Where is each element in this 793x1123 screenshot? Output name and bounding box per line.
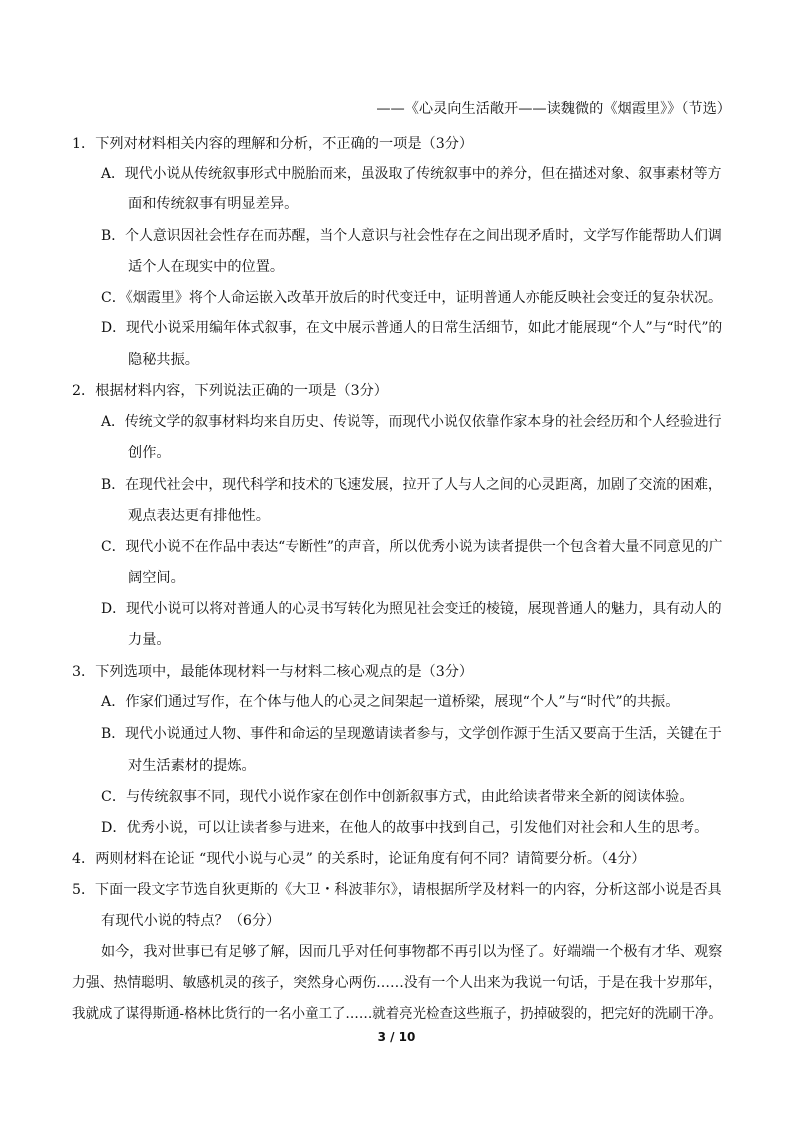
- text-line-q2-b-1: B．在现代社会中，现代科学和技术的飞速发展，拉开了人与人之间的心灵距离，加剧了交流的困难，: [101, 477, 722, 493]
- text-line-q1-d-1: D．现代小说采用编年体式叙事，在文中展示普通人的日常生活细节，如此才能展现“个人”与“时代”的: [101, 320, 723, 336]
- text-line-q3-a-1: A．作家们通过写作，在个体与他人的心灵之间架起一道桥梁，展现“个人”与“时代”的共振。: [101, 694, 680, 710]
- text-line-q1-b-1: B．个人意识因社会性存在而苏醒，当个人意识与社会性存在之间出现矛盾时，文学写作能帮助人们调: [101, 228, 722, 244]
- text-line-q3-b-2: 对生活素材的提炼。: [128, 758, 256, 774]
- source-attribution: ——《心灵向生活敞开——读魏微的《烟霞里》》（节选）: [376, 101, 731, 117]
- text-line-q2-c-1: C．现代小说不在作品中表达“专断性”的声音，所以优秀小说为读者提供一个包含着大量不同意见的广: [101, 539, 723, 555]
- text-line-q3-c-1: C．与传统叙事不同，现代小说作家在创作中创新叙事方式，由此给读者带来全新的阅读体验。: [101, 789, 694, 805]
- text-line-passage-3: 我就成了谋得斯通-格林比货行的一名小童工了……就着亮光检查这些瓶子，扔掉破裂的，把完好的洗刷干净。: [72, 1006, 722, 1022]
- text-line-q5-stem-2: 有现代小说的特点？（6分）: [101, 913, 281, 929]
- text-line-q4-stem: 4．两则材料在论证 “现代小说与心灵” 的关系时，论证角度有何不同？请简要分析。（4分）: [72, 851, 646, 867]
- text-line-q1-stem: 1．下列对材料相关内容的理解和分析，不正确的一项是（3分）: [72, 136, 474, 152]
- text-line-passage-2: 力强、热情聪明、敏感机灵的孩子，突然身心两伤……没有一个人出来为我说一句话，于是在我十岁那年，: [72, 975, 722, 991]
- text-line-q2-a-2: 创作。: [128, 445, 171, 461]
- text-line-q2-c-2: 阔空间。: [128, 570, 185, 586]
- text-line-q3-d-1: D．优秀小说，可以让读者参与进来，在他人的故事中找到自己，引发他们对社会和人生的思考。: [101, 820, 709, 836]
- text-line-q2-stem: 2．根据材料内容，下列说法正确的一项是（3分）: [72, 383, 388, 399]
- text-line-q1-c-1: C．《烟霞里》将个人命运嵌入改革开放后的时代变迁中，证明普通人亦能反映社会变迁的复杂状况。: [101, 290, 723, 306]
- text-line-q2-d-2: 力量。: [128, 632, 171, 648]
- page-number: 3 / 10: [377, 1030, 416, 1044]
- text-line-q1-d-2: 隐秘共振。: [128, 352, 199, 368]
- text-line-q2-b-2: 观点表达更有排他性。: [128, 508, 270, 524]
- text-line-q2-a-1: A．传统文学的叙事材料均来自历史、传说等，而现代小说仅依靠作家本身的社会经历和个人经验进行: [101, 414, 722, 430]
- text-line-passage-1: 如今，我对世事已有足够了解，因而几乎对任何事物都不再引以为怪了。好端端一个极有才华、观察: [101, 944, 723, 960]
- text-line-q3-stem: 3．下列选项中，最能体现材料一与材料二核心观点的是（3分）: [72, 664, 474, 680]
- text-line-q1-a-2: 面和传统叙事有明显差异。: [128, 196, 299, 212]
- text-line-q5-stem-1: 5．下面一段文字节选自狄更斯的《大卫・科波菲尔》，请根据所学及材料一的内容，分析这部小说是否具: [72, 882, 722, 898]
- text-line-q1-a-1: A．现代小说从传统叙事形式中脱胎而来，虽汲取了传统叙事中的养分，但在描述对象、叙事素材等方: [101, 166, 722, 182]
- text-line-q3-b-1: B．现代小说通过人物、事件和命运的呈现邀请读者参与，文学创作源于生活又要高于生活，关键在于: [101, 726, 722, 742]
- text-line-q2-d-1: D．现代小说可以将对普通人的心灵书写转化为照见社会变迁的棱镜，展现普通人的魅力，具有动人的: [101, 601, 722, 617]
- text-line-q1-b-2: 适个人在现实中的位置。: [128, 259, 285, 275]
